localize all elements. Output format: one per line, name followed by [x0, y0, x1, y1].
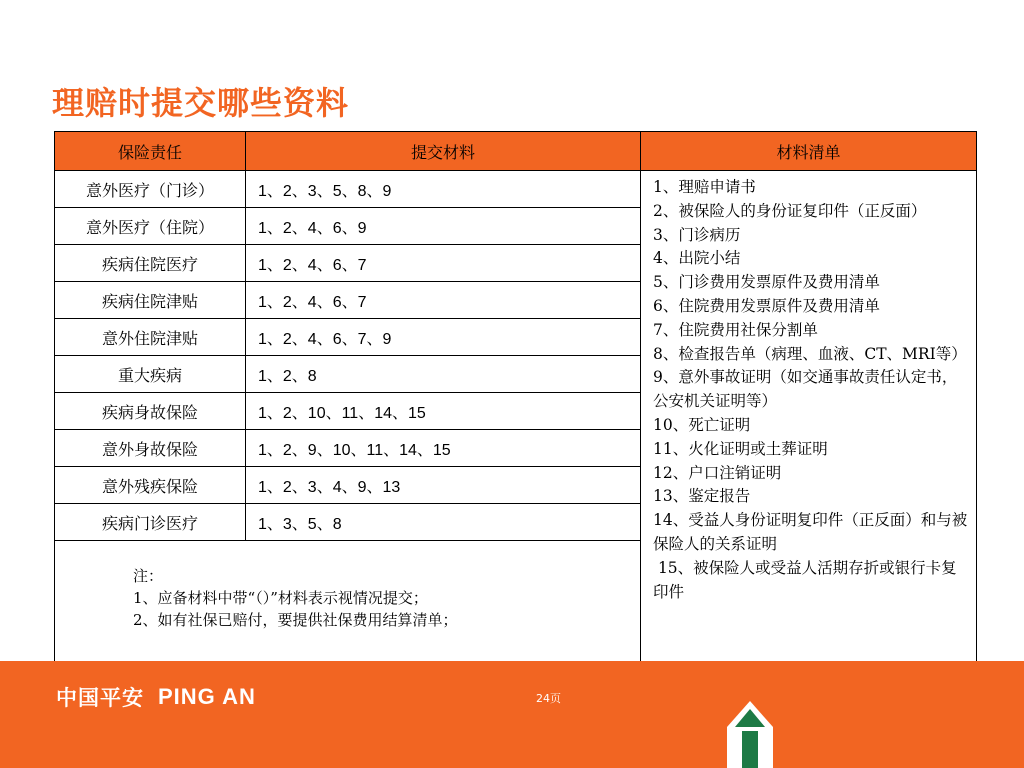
house-icon: [723, 697, 777, 768]
coverage-cell: 疾病身故保险: [55, 393, 246, 430]
checklist-item: 1、理赔申请书: [653, 178, 756, 196]
ping-an-logo: [56, 682, 256, 712]
table-header-row: [55, 132, 977, 171]
checklist-item: 4、出院小结: [653, 249, 741, 268]
checklist-item: 6、住院费用发票原件及费用清单: [653, 296, 880, 315]
materials-cell: 1、2、4、6、9: [246, 208, 641, 245]
checklist-item: 10、死亡证明: [653, 415, 751, 434]
checklist-item: 9、意外事故证明（如交通事故责任认定书，公安机关证明等）: [653, 368, 958, 411]
coverage-cell: 意外身故保险: [55, 430, 246, 467]
materials-cell: 1、2、4、6、7: [246, 245, 641, 282]
notes-cell: [55, 541, 641, 677]
coverage-cell: 意外医疗（住院）: [55, 208, 246, 245]
logo-chinese-text: 中国平安: [56, 686, 144, 710]
checklist-item: 5、门诊费用发票原件及费用清单: [653, 273, 880, 292]
header-checklist: 材料清单: [641, 132, 977, 171]
checklist-item: 11、火化证明或土葬证明: [653, 439, 828, 458]
materials-cell: 1、2、3、5、8、9: [246, 171, 641, 208]
slide-title: 理赔时提交哪些资料: [52, 84, 350, 122]
coverage-cell: 意外住院津贴: [55, 319, 246, 356]
coverage-cell: 疾病门诊医疗: [55, 504, 246, 541]
table-row: [55, 171, 977, 208]
coverage-cell: 疾病住院津贴: [55, 282, 246, 319]
materials-cell: 1、2、3、4、9、13: [246, 467, 641, 504]
footer-band: [0, 661, 1024, 768]
notes-heading: 注：: [133, 567, 164, 585]
logo-english-text: PING AN: [158, 684, 256, 709]
materials-cell: 1、2、4、6、7: [246, 282, 641, 319]
coverage-cell: 疾病住院医疗: [55, 245, 246, 282]
note-item: 2、如有社保已赔付，要提供社保费用结算清单；: [133, 611, 458, 629]
header-coverage: 保险责任: [55, 132, 246, 171]
materials-cell: 1、2、10、11、14、15: [246, 393, 641, 430]
checklist-item: 14、受益人身份证明复印件（正反面）和与被保险人的关系证明: [653, 511, 968, 553]
page-number: 24页: [536, 692, 561, 705]
header-materials: 提交材料: [246, 132, 641, 171]
coverage-cell: 意外残疾保险: [55, 467, 246, 504]
checklist-item: 3、门诊病历: [653, 225, 741, 244]
note-item: 1、应备材料中带“（）”材料表示视情况提交；: [133, 589, 428, 607]
coverage-cell: 意外医疗（门诊）: [55, 171, 246, 208]
checklist-item: 2、被保险人的身份证复印件（正反面）: [653, 201, 927, 220]
checklist-item: 7、住院费用社保分割单: [653, 320, 818, 339]
materials-cell: 1、2、4、6、7、9: [246, 319, 641, 356]
checklist-item: 15、被保险人或受益人活期存折或银行卡复印件: [653, 558, 957, 601]
coverage-cell: 重大疾病: [55, 356, 246, 393]
checklist-item: 13、鉴定报告: [653, 487, 751, 506]
materials-cell: 1、3、5、8: [246, 504, 641, 541]
checklist-item: 8、检查报告单（病理、血液、CT、MRI等）: [653, 344, 967, 363]
materials-checklist: [641, 171, 977, 677]
materials-cell: 1、2、9、10、11、14、15: [246, 430, 641, 467]
claims-materials-table: [54, 131, 977, 677]
materials-cell: 1、2、8: [246, 356, 641, 393]
checklist-item: 12、户口注销证明: [653, 463, 782, 482]
